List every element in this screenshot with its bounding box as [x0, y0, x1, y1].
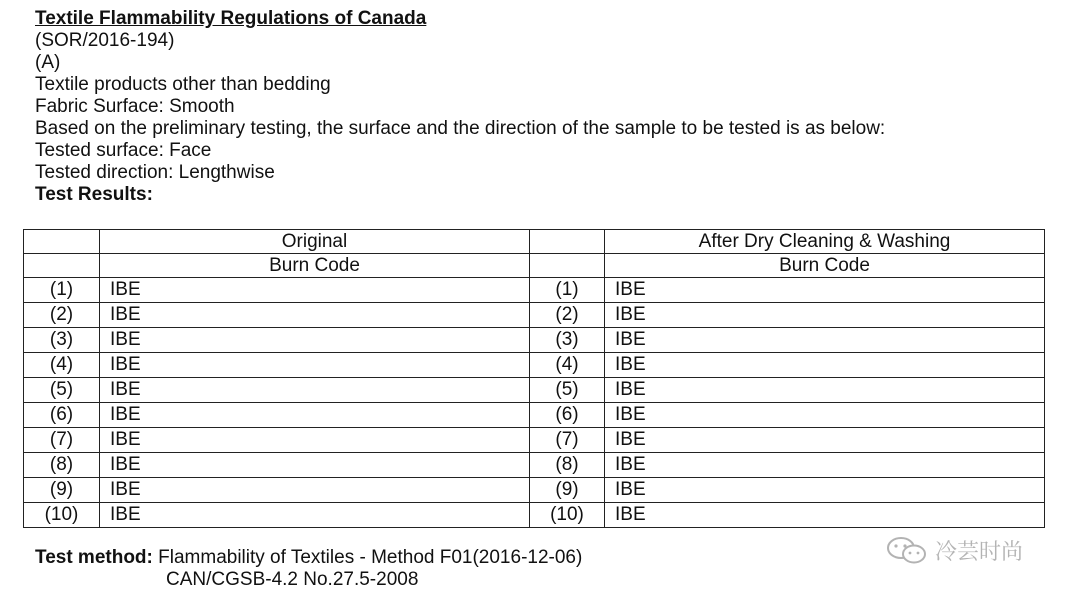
test-method: [35, 547, 582, 591]
original-burn-code-cell: IBE: [100, 428, 530, 453]
after-index-cell: (3): [530, 328, 605, 353]
table-row: [24, 428, 1045, 453]
after-burn-code-cell: IBE: [605, 353, 1045, 378]
test-method-line2: CAN/CGSB-4.2 No.27.5-2008: [166, 569, 419, 590]
table-row: [24, 403, 1045, 428]
after-burn-code-cell: IBE: [605, 303, 1045, 328]
original-burn-code-cell: IBE: [100, 303, 530, 328]
watermark-text: 冷芸时尚: [935, 540, 1024, 565]
original-index-cell: (3): [24, 328, 100, 353]
after-burn-code-label: Burn Code: [605, 254, 1045, 278]
after-index-cell: (8): [530, 453, 605, 478]
regulation-code: (SOR/2016-194): [35, 30, 175, 51]
fabric-surface: Fabric Surface: Smooth: [35, 96, 235, 117]
after-burn-code-cell: IBE: [605, 428, 1045, 453]
after-index-cell: (5): [530, 378, 605, 403]
results-heading: Test Results:: [35, 184, 153, 205]
after-washing-header: After Dry Cleaning & Washing: [605, 230, 1045, 254]
table-row: [24, 303, 1045, 328]
original-burn-code-cell: IBE: [100, 478, 530, 503]
table-row: [24, 453, 1045, 478]
table-row: [24, 328, 1045, 353]
after-index-cell: (7): [530, 428, 605, 453]
document-title: Textile Flammability Regulations of Canada: [35, 8, 427, 29]
original-index-cell: (10): [24, 503, 100, 528]
results-table: [23, 229, 1045, 528]
header-empty-cell: [24, 230, 100, 254]
after-index-cell: (6): [530, 403, 605, 428]
original-burn-code-cell: IBE: [100, 353, 530, 378]
original-index-cell: (8): [24, 453, 100, 478]
wechat-icon: [885, 536, 929, 566]
table-header-row: [24, 230, 1045, 254]
after-burn-code-cell: IBE: [605, 278, 1045, 303]
header-empty-cell: [24, 254, 100, 278]
original-burn-code-cell: IBE: [100, 278, 530, 303]
tested-direction: Tested direction: Lengthwise: [35, 162, 275, 183]
original-index-cell: (6): [24, 403, 100, 428]
original-burn-code-cell: IBE: [100, 403, 530, 428]
original-index-cell: (2): [24, 303, 100, 328]
after-burn-code-cell: IBE: [605, 453, 1045, 478]
after-burn-code-cell: IBE: [605, 328, 1045, 353]
original-index-cell: (7): [24, 428, 100, 453]
original-index-cell: (4): [24, 353, 100, 378]
after-index-cell: (10): [530, 503, 605, 528]
after-index-cell: (2): [530, 303, 605, 328]
table-row: [24, 353, 1045, 378]
test-method-label: Test method:: [35, 547, 153, 568]
test-method-line1: Flammability of Textiles - Method F01(2016-12-06): [158, 547, 583, 568]
original-header: Original: [100, 230, 530, 254]
document-header: [35, 8, 885, 206]
table-subheader-row: [24, 254, 1045, 278]
original-index-cell: (1): [24, 278, 100, 303]
original-burn-code-cell: IBE: [100, 378, 530, 403]
table-row: [24, 478, 1045, 503]
header-empty-cell: [530, 254, 605, 278]
original-index-cell: (5): [24, 378, 100, 403]
original-burn-code-label: Burn Code: [100, 254, 530, 278]
original-burn-code-cell: IBE: [100, 503, 530, 528]
preliminary-note: Based on the preliminary testing, the surface and the direction of the sample to be tested is as below:: [35, 118, 886, 139]
results-table-body: [24, 230, 1045, 528]
header-empty-cell: [530, 230, 605, 254]
table-row: [24, 378, 1045, 403]
product-type: Textile products other than bedding: [35, 74, 331, 95]
after-index-cell: (1): [530, 278, 605, 303]
table-row: [24, 278, 1045, 303]
table-row: [24, 503, 1045, 528]
watermark: [885, 535, 1023, 566]
tested-surface: Tested surface: Face: [35, 140, 212, 161]
after-index-cell: (9): [530, 478, 605, 503]
after-burn-code-cell: IBE: [605, 378, 1045, 403]
after-index-cell: (4): [530, 353, 605, 378]
after-burn-code-cell: IBE: [605, 478, 1045, 503]
after-burn-code-cell: IBE: [605, 503, 1045, 528]
after-burn-code-cell: IBE: [605, 403, 1045, 428]
section-label: (A): [35, 52, 61, 73]
original-burn-code-cell: IBE: [100, 328, 530, 353]
original-burn-code-cell: IBE: [100, 453, 530, 478]
original-index-cell: (9): [24, 478, 100, 503]
